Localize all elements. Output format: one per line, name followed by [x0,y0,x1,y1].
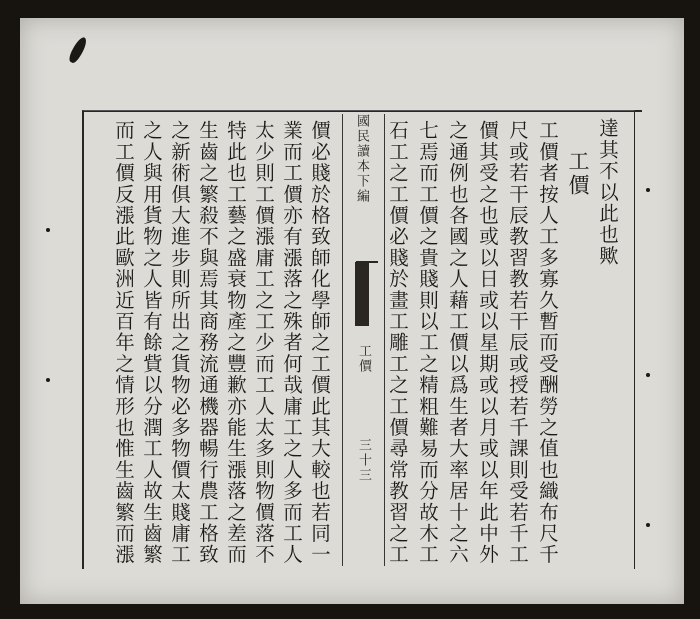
stitch-dot [646,188,650,192]
text-column-8: 石工之工價必賤於畫工雕工之工價尋常教習之工 [386,120,409,566]
fish-tail-block [355,262,369,326]
text-column-13: 生齒之繁殺不與焉其商務流通機器暢行農工格致 [196,120,219,566]
text-column-1: 達其不以此也歟 [596,118,619,267]
text-column-11: 太少則工價漲庸工之工少而工人太多則物價落不 [252,120,275,566]
text-column-3: 工價者按人工多寡久暫而受酬勞之值也織布尺千 [536,120,559,566]
text-column-9: 價必賤於格致師化學師之工價此其大較也若同一 [308,120,331,566]
text-column-4: 尺或若干辰教習教若干辰或授若千課則受若千工 [506,120,529,566]
text-column-10: 業而工價亦有漲落之殊者何哉庸工之人多而工人 [280,120,303,566]
ink-blot [67,35,90,64]
stitch-dot [46,378,50,382]
text-column-6: 之通例也各國之人藉工價以爲生者大率居十之六 [446,120,469,566]
text-column-5: 價其受之也或以日或以星期或以月或以年此中外 [476,120,499,566]
text-column-15: 之人與用貨物之人皆有餘貲以分潤工人故生齒繁 [140,120,163,566]
text-column-16: 而工價反漲此歐洲近百年之情形也惟生齒繁而漲 [112,120,135,566]
section-heading: 工價 [566,150,590,198]
spine-page-number: 三十三 [356,438,371,483]
paper-sheet [20,18,684,604]
text-column-7: 七焉而工價之貴賤則以工之精粗難易而分故木工 [416,120,439,566]
stitch-dot [646,373,650,377]
stitch-dot [46,228,50,232]
text-column-12: 特此也工藝之盛衰物產之豐歉亦能生漲落之差而 [224,120,247,566]
spine-section: 工價 [356,344,371,374]
spine-title: 國民讀本下編 [354,114,369,204]
book-page [20,18,684,604]
spine-rule-right [384,114,385,566]
text-column-14: 之新術俱大進步則所出之貨物必多物價太賤庸工 [168,120,191,566]
stitch-dot [646,523,650,527]
spine-rule-left [342,114,343,566]
